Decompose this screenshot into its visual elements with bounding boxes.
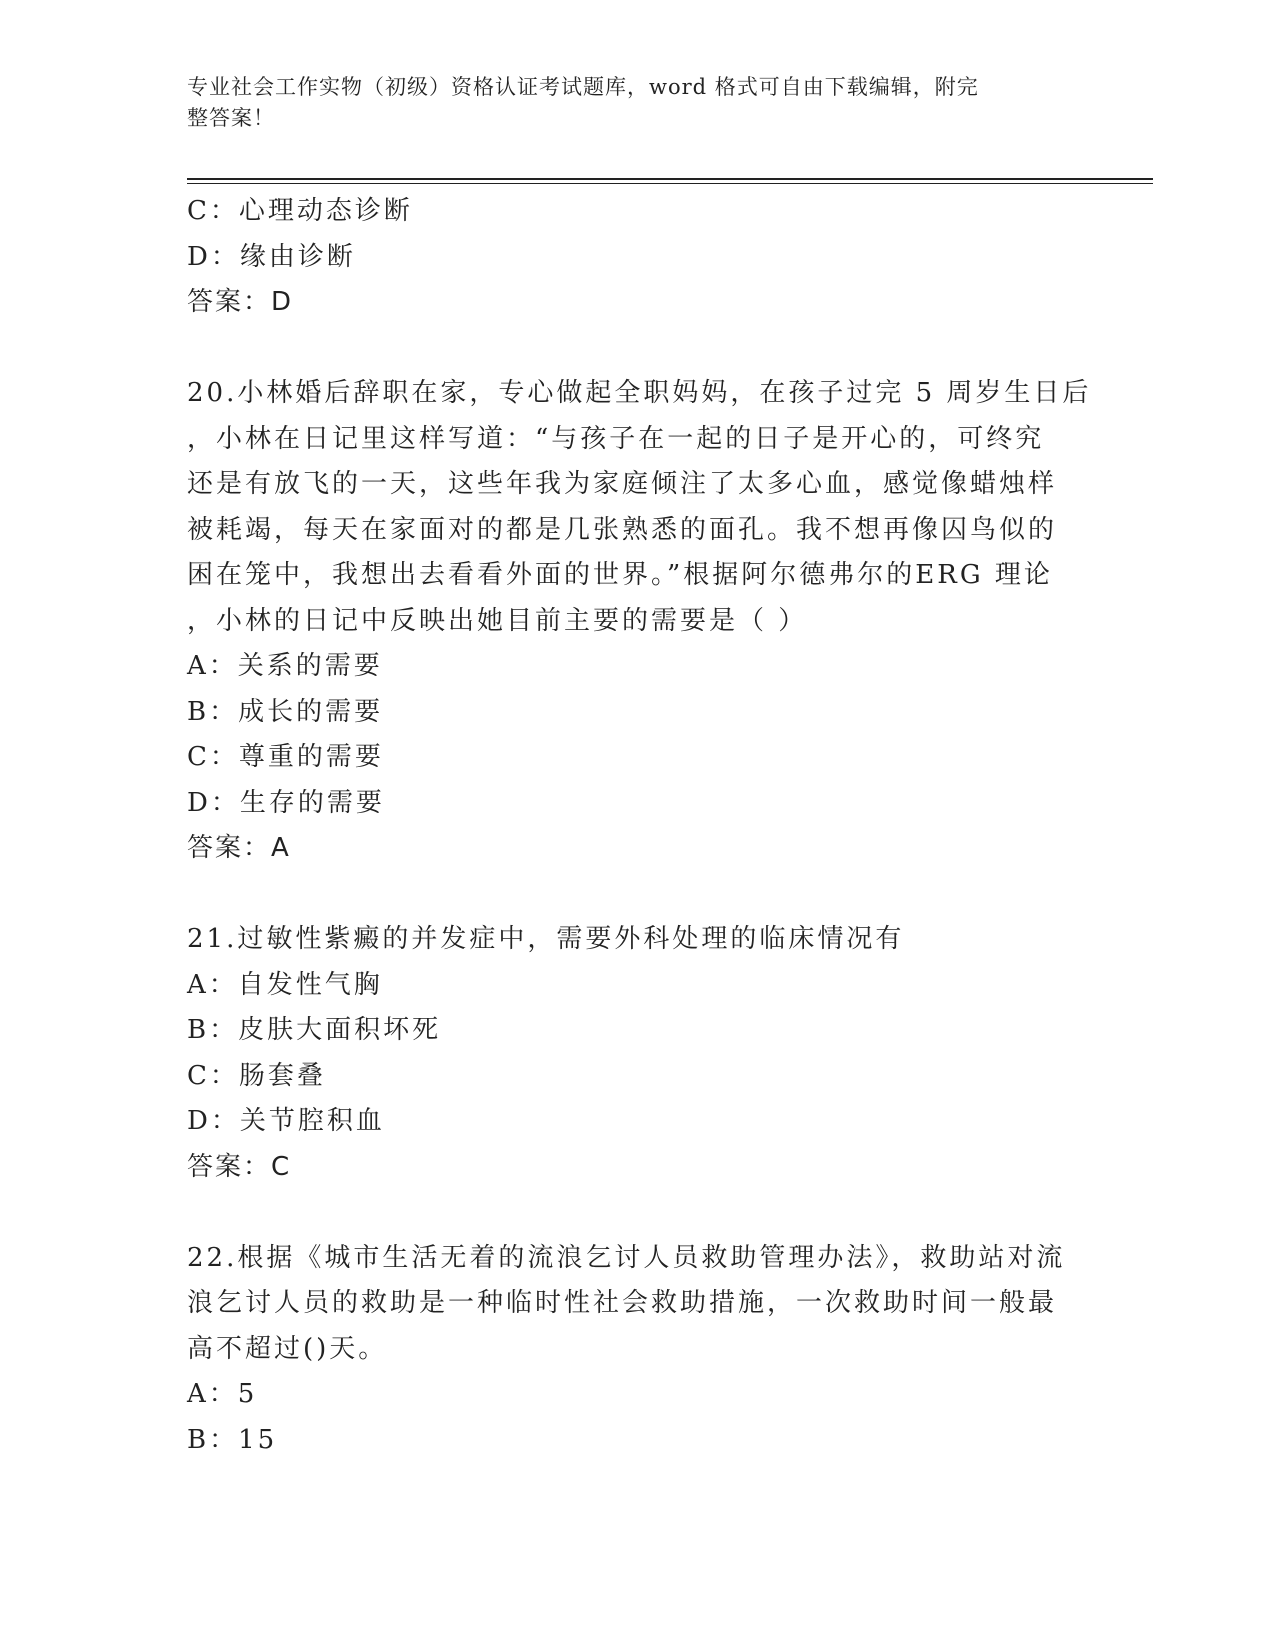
q20-option-b: B：成长的需要	[187, 696, 384, 727]
q20-option-c: C：尊重的需要	[187, 742, 384, 772]
q20-option-d: D：生存的需要	[187, 787, 385, 818]
q20-stem-line: 被耗竭，每天在家面对的都是几张熟悉的面孔。我不想再像囚鸟似的	[187, 514, 1058, 545]
page-header	[187, 72, 1067, 134]
q19-option-d: D：缘由诊断	[187, 241, 356, 272]
q20-answer: 答案：A	[187, 833, 291, 863]
q21-option-d: D：关节腔积血	[187, 1106, 385, 1136]
question-content	[187, 189, 1092, 1463]
q22-stem-line: 浪乞讨人员的救助是一种临时性社会救助措施，一次救助时间一般最	[187, 1288, 1058, 1318]
q20-stem-line: 20.小林婚后辞职在家，专心做起全职妈妈，在孩子过完 5 周岁生日后	[187, 378, 1092, 408]
q19-option-c: C：心理动态诊断	[187, 196, 413, 226]
q19-answer: 答案：D	[187, 287, 294, 317]
q20-option-a: A：关系的需要	[187, 651, 383, 681]
header-line-1: 专业社会工作实物（初级）资格认证考试题库，word 格式可自由下载编辑，附完	[187, 75, 979, 99]
q22-stem-line: 高不超过()天。	[187, 1333, 388, 1364]
q20-stem-line: ，小林在日记里这样写道：“与孩子在一起的日子是开心的，可终究	[187, 423, 1045, 454]
q21-option-b: B：皮肤大面积坏死	[187, 1015, 442, 1045]
q20-stem-line: 困在笼中，我想出去看看外面的世界。”根据阿尔德弗尔的ERG 理论	[187, 560, 1053, 590]
q21-stem-line: 21.过敏性紫癜的并发症中，需要外科处理的临床情况有	[187, 924, 905, 954]
header-line-2: 整答案！	[187, 106, 275, 130]
q22-stem-line: 22.根据《城市生活无着的流浪乞讨人员救助管理办法》，救助站对流	[187, 1242, 1066, 1273]
header-rule-thick	[187, 178, 1153, 180]
q20-stem-line: ，小林的日记中反映出她目前主要的需要是（ ）	[187, 605, 808, 636]
q21-answer: 答案：C	[187, 1151, 292, 1182]
q20-stem-line: 还是有放飞的一天，这些年我为家庭倾注了太多心血，感觉像蜡烛样	[187, 469, 1058, 499]
spacer	[187, 326, 1087, 372]
header-rule-thin	[187, 183, 1153, 184]
spacer	[187, 872, 1087, 918]
q22-option-a: A：5	[187, 1379, 258, 1409]
spacer	[187, 1190, 1087, 1236]
q21-option-c: C：肠套叠	[187, 1060, 326, 1091]
q21-option-a: A：自发性气胸	[187, 969, 383, 1000]
q22-option-b: B：15	[187, 1424, 278, 1455]
